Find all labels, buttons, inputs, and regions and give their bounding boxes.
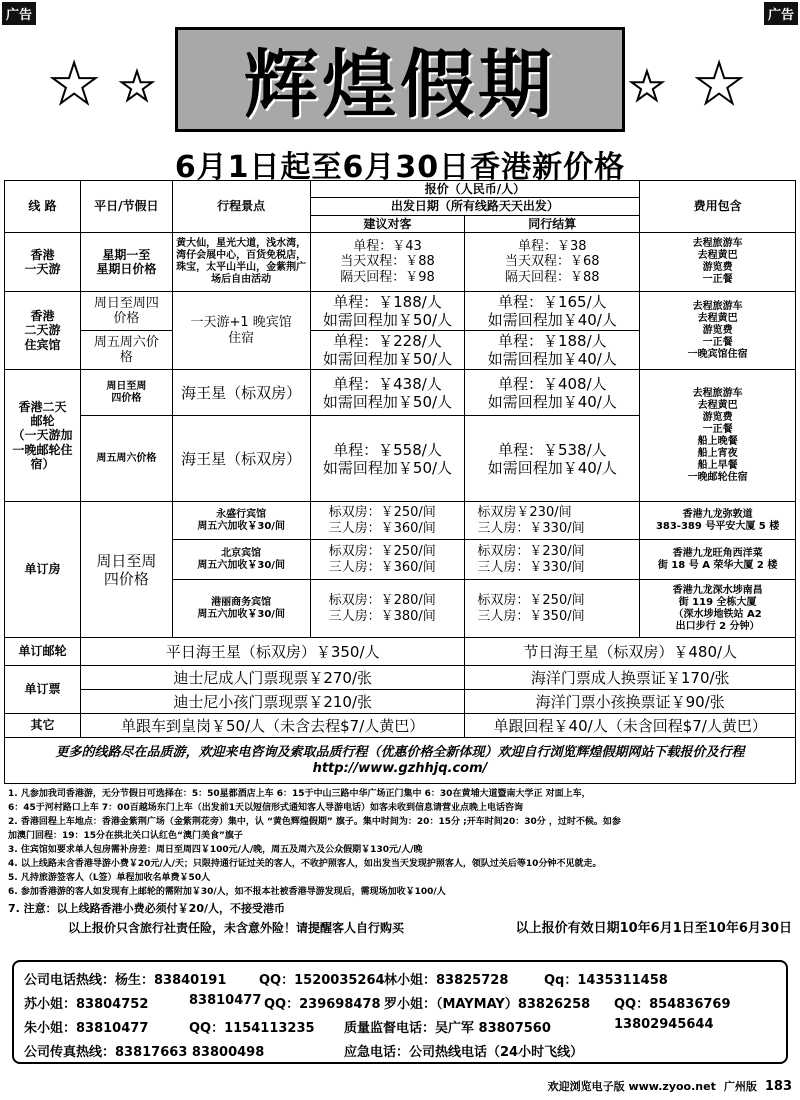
header-peer: 同行结算 — [465, 215, 640, 232]
star-icon: ★ — [119, 64, 155, 110]
includes-cell: 去程旅游车 去程黄巴 游览费 一正餐 船上晚餐 船上宵夜 船上早餐 一晚邮轮住宿 — [640, 370, 796, 502]
peer-price-cell: 单程：￥408/人 如需回程加￥40/人 — [465, 370, 640, 416]
emergency-phone: 应急电话：公司热线电话（24小时飞线） — [344, 1045, 584, 1060]
peer-price-cell: 标双房￥230/间 三人房：￥330/间 — [465, 502, 640, 540]
contact-phone: 朱小姐：83810477 — [24, 1021, 149, 1036]
peer-price-cell: 单程：￥165/人 如需回程加￥40/人 — [465, 292, 640, 331]
footnotes — [8, 788, 792, 939]
footnote-line: 7. 注意：以上线路香港小费必须付￥20/人，不接受港币 — [8, 901, 285, 915]
footnote-line: 1. 凡参加我司香港游，无分节假日可选择在：5：50星都酒店上车 6：15于中山三路中华广场正门集中 6：30在黄埔大道暨南大学正 对面上车， — [8, 789, 591, 799]
disney-child-price: 迪士尼小孩门票现票￥210/张 — [80, 690, 465, 714]
peer-price-cell: 标双房：￥250/间 三人房：￥350/间 — [465, 580, 640, 638]
contact-fax: 公司传真热线：83817663 83800498 — [24, 1045, 265, 1060]
suggest-price-cell: 单程：￥438/人 如需回程加￥50/人 — [310, 370, 465, 416]
header — [4, 22, 796, 136]
header-depart: 出发日期（所有线路天天出发） — [310, 198, 640, 215]
contact-phone: 83810477 — [189, 993, 262, 1008]
contact-qq: QQ：854836769 — [614, 997, 731, 1012]
hotel-address-cell: 香港九龙旺角西洋菜 街 18 号 A 荣华大厦 2 楼 — [640, 540, 796, 580]
suggest-price-cell: 单程：￥43 当天双程：￥88 隔天回程：￥98 — [310, 233, 465, 292]
footnote-line: 6. 参加香港游的客人如发现有上邮轮的需附加￥30/人，如不报本社被香港导游发现后，需现场加收￥100/人 — [8, 886, 446, 897]
page-title: 辉煌假期 — [175, 27, 625, 132]
route-other: 其它 — [5, 714, 81, 738]
route-tickets-only: 单订票 — [5, 666, 81, 714]
page-number: 183 — [764, 1078, 792, 1094]
footer-edition: 广州版 — [723, 1080, 757, 1093]
footnote-line: 加澳门回程：19：15分在拱北关口认红色“澳门美食”旗子 — [8, 830, 243, 841]
includes-cell: 去程旅游车 去程黄巴 游览费 一正餐 — [640, 233, 796, 292]
header-price: 报价（人民币/人） — [310, 181, 640, 198]
contact-qq: QQ：239698478 — [264, 997, 381, 1012]
route-hk-one-day: 香港 一天游 — [5, 233, 81, 292]
header-includes: 费用包含 — [640, 181, 796, 233]
insurance-note: 以上报价只含旅行社责任险，未含意外险！请提醒客人自行购买 — [68, 920, 405, 935]
other-return-price: 单跟回程￥40/人（未含回程$7/人黄巴） — [465, 714, 796, 738]
hotel-name-cell: 港丽商务宾馆 周五六加收￥30/间 — [172, 580, 310, 638]
page-footer — [548, 1078, 792, 1094]
header-route: 线 路 — [5, 181, 81, 233]
contact-qq: Qq：1435311458 — [544, 973, 668, 988]
itinerary-cell: 海王星（标双房） — [172, 416, 310, 502]
quality-hotline: 质量监督电话：吴广军 83807560 — [344, 1021, 551, 1036]
route-hk-two-day-cruise: 香港二天 邮轮 （一天游加 一晚邮轮住 宿） — [5, 370, 81, 502]
subtitle: 6月1日起至6月30日香港新价格 — [174, 150, 626, 185]
header-suggest: 建议对客 — [310, 215, 465, 232]
peer-price-cell: 单程：￥188/人 如需回程加￥40/人 — [465, 331, 640, 370]
cruise-weekday-price: 平日海王星（标双房）￥350/人 — [80, 638, 465, 666]
star-icon: ★ — [49, 52, 100, 117]
itinerary-cell: 黄大仙，星光大道，浅水湾，湾仔会展中心，百货免税店，珠宝，太平山半山，金紫荆广场后自由活动 — [172, 233, 310, 292]
footnote-line: 2. 香港回程上车地点：香港金紫荆广场（金紫荆花旁）集中，认 “黄色辉煌假期” 旗子。集中时间为：20：15分 ;开车时间20：30分 ，过时不候。如参 — [8, 816, 621, 827]
star-icon: ★ — [694, 52, 745, 117]
route-hk-two-day-hotel: 香港 二天游 住宾馆 — [5, 292, 81, 370]
ad-badge-left: 广告 — [2, 2, 36, 25]
hotel-address-cell: 香港九龙弥敦道 383-389 号平安大厦 5 楼 — [640, 502, 796, 540]
ocean-adult-price: 海洋门票成人换票证￥170/张 — [465, 666, 796, 690]
footer-text: 欢迎浏览电子版 www.zyoo.net — [547, 1080, 716, 1093]
footnote-line: 4. 以上线路未含香港导游小费￥20元/人/天；只限持通行证过关的客人，不收护照客人，如出发当天发现护照客人，领队过关后等10分钟不见就走。 — [8, 858, 602, 869]
header-itinerary: 行程景点 — [172, 181, 310, 233]
itinerary-cell: 海王星（标双房） — [172, 370, 310, 416]
peer-price-cell: 单程：￥538/人 如需回程加￥40/人 — [465, 416, 640, 502]
hotel-address-cell: 香港九龙深水埗南昌 街 119 全栋大厦 （深水埗地铁站 A2 出口步行 2 分钟） — [640, 580, 796, 638]
quality-hotline-mobile: 13802945644 — [614, 1017, 714, 1032]
days-cell: 周日至周四 价格 — [80, 292, 172, 331]
suggest-price-cell: 标双房：￥250/间 三人房：￥360/间 — [310, 502, 465, 540]
hotel-name-cell: 永盛行宾馆 周五六加收￥30/间 — [172, 502, 310, 540]
other-outbound-price: 单跟车到皇岗￥50/人（未含去程$7/人黄巴） — [80, 714, 465, 738]
contact-phone: 公司电话热线：杨生：83840191 — [24, 973, 227, 988]
contact-phone: 苏小姐：83804752 — [24, 997, 149, 1012]
includes-cell: 去程旅游车 去程黄巴 游览费 一正餐 一晚宾馆住宿 — [640, 292, 796, 370]
suggest-price-cell: 单程：￥228/人 如需回程加￥50/人 — [310, 331, 465, 370]
suggest-price-cell: 单程：￥558/人 如需回程加￥50/人 — [310, 416, 465, 502]
days-cell: 周日至周 四价格 — [80, 502, 172, 638]
cruise-holiday-price: 节日海王星（标双房）￥480/人 — [465, 638, 796, 666]
peer-price-cell: 单程：￥38 当天双程：￥68 隔天回程：￥88 — [465, 233, 640, 292]
disney-adult-price: 迪士尼成人门票现票￥270/张 — [80, 666, 465, 690]
contacts-box — [12, 960, 788, 1064]
contact-phone: 罗小姐：（MAYMAY）83826258 — [384, 997, 591, 1012]
suggest-price-cell: 单程：￥188/人 如需回程加￥50/人 — [310, 292, 465, 331]
validity-note: 以上报价有效日期10年6月1日至10年6月30日 — [515, 920, 792, 936]
peer-price-cell: 标双房：￥230/间 三人房：￥330/间 — [465, 540, 640, 580]
ocean-child-price: 海洋门票小孩换票证￥90/张 — [465, 690, 796, 714]
suggest-price-cell: 标双房：￥250/间 三人房：￥360/间 — [310, 540, 465, 580]
days-cell: 周五周六价 格 — [80, 331, 172, 370]
route-cruise-only: 单订邮轮 — [5, 638, 81, 666]
contact-qq: QQ：1520035264 — [259, 973, 385, 988]
ad-badge-right: 广告 — [764, 2, 798, 25]
footnote-line: 3. 住宾馆如要求单人包房需补房差：周日至周四￥100元/人/晚，周五及周六及公众假期￥130元/人/晚 — [8, 844, 423, 855]
days-cell: 星期一至 星期日价格 — [80, 233, 172, 292]
footnote-line: 5. 凡持旅游签客人（L签）单程加收名单费￥50人 — [8, 872, 211, 883]
hotel-name-cell: 北京宾馆 周五六加收￥30/间 — [172, 540, 310, 580]
route-room-only: 单订房 — [5, 502, 81, 638]
footnote-line: 6：45于河村路口上车 7：00百越场东门上车（出发前1天以短信形式通知客人导游电话）如客未收到信息请营业点晚上电话咨询 — [8, 802, 523, 813]
days-cell: 周五周六价格 — [80, 416, 172, 502]
price-table — [4, 180, 796, 784]
contact-qq: QQ：1154113235 — [189, 1021, 315, 1036]
star-icon: ★ — [629, 64, 665, 110]
itinerary-cell: 一天游+1 晚宾馆 住宿 — [172, 292, 310, 370]
header-days: 平日/节假日 — [80, 181, 172, 233]
website-note: 更多的线路尽在品质游，欢迎来电咨询及索取品质行程（优惠价格全新体现）欢迎自行浏览辉煌假期网站下载报价及行程 http://www.gzhhjq.com/ — [5, 738, 796, 784]
contact-phone: 林小姐：83825728 — [384, 973, 509, 988]
suggest-price-cell: 标双房：￥280/间 三人房：￥380/间 — [310, 580, 465, 638]
days-cell: 周日至周 四价格 — [80, 370, 172, 416]
